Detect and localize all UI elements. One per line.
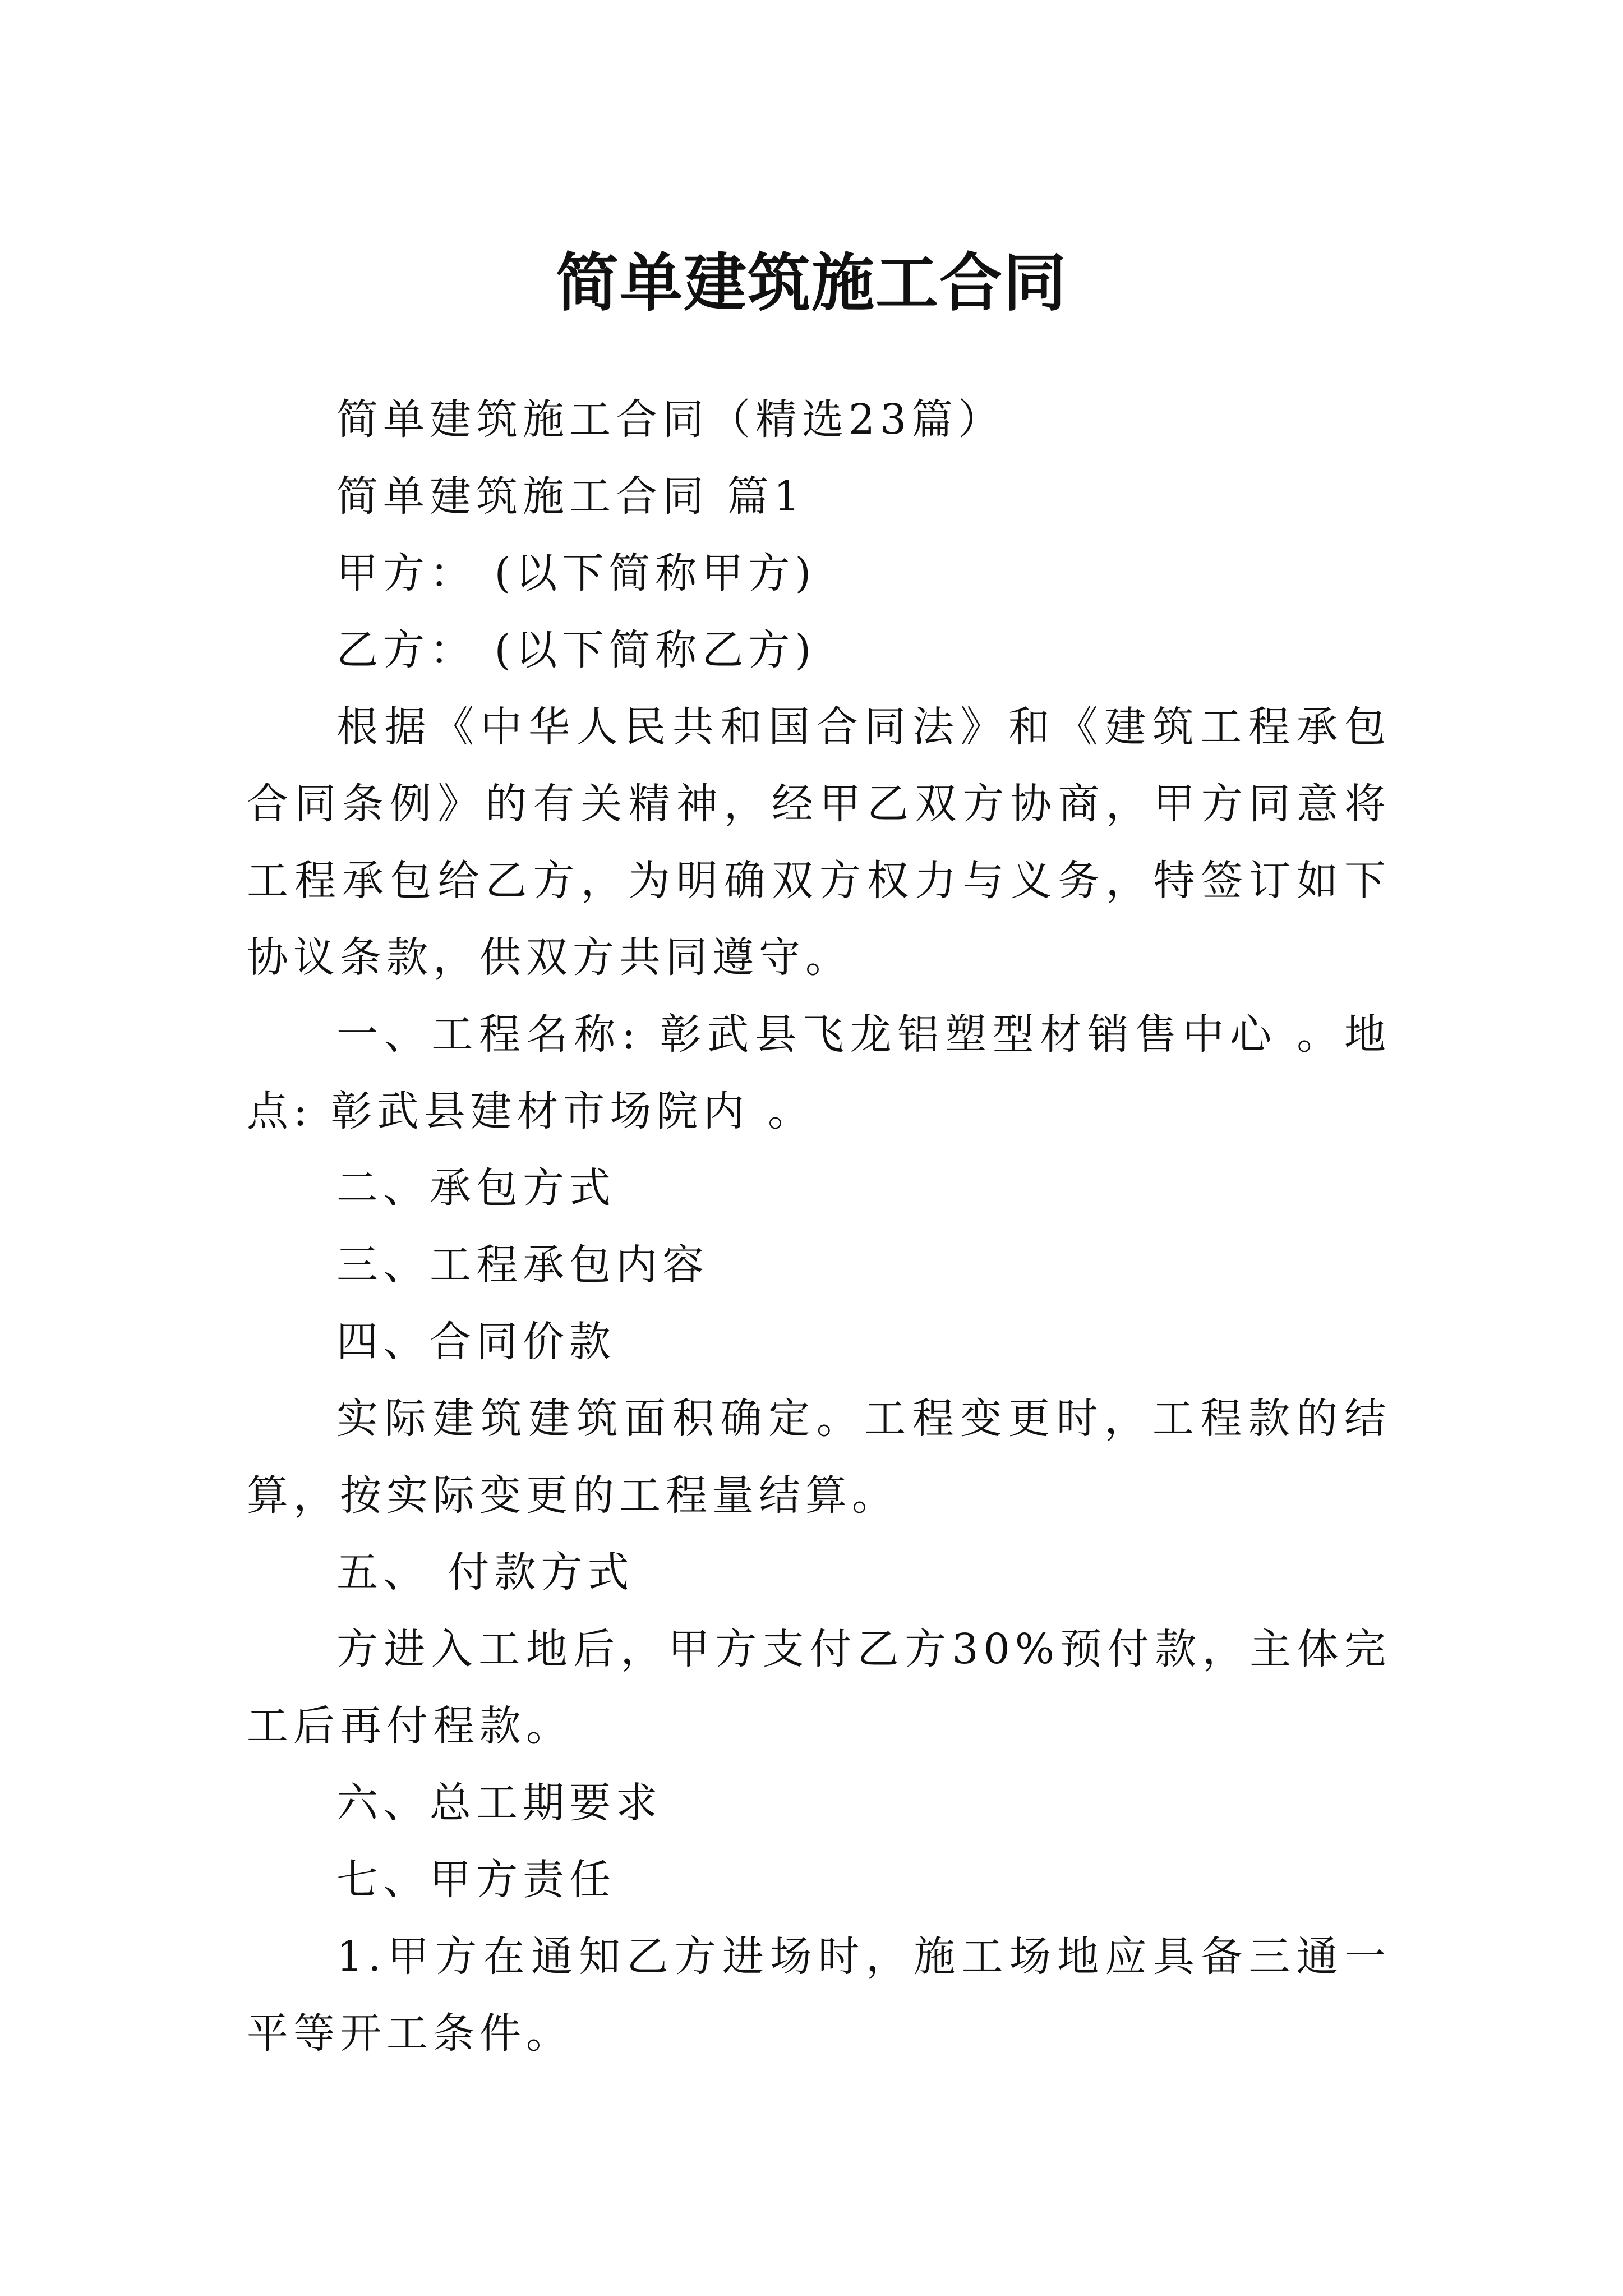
paragraph-party-a-duties: 七、甲方责任 — [336, 1856, 616, 1904]
paragraph-subtitle: 简单建筑施工合同（精选23篇） — [336, 395, 1005, 444]
paragraph-contract-price: 四、合同价款 — [336, 1318, 616, 1366]
paragraph-duty-1: 1.甲方在通知乙方进场时，施工场地应具备三通一平等开工条件。 — [247, 1932, 1391, 2058]
document-body — [247, 381, 1391, 2072]
paragraph-schedule: 六、总工期要求 — [336, 1779, 662, 1827]
paragraph-payment-detail: 方进入工地后，甲方支付乙方30%预付款，主体完工后再付程款。 — [247, 1625, 1391, 1750]
paragraph-price-detail: 实际建筑建筑面积确定。工程变更时，工程款的结算，按实际变更的工程量结算。 — [247, 1395, 1391, 1520]
paragraph-section-heading: 简单建筑施工合同 篇1 — [336, 472, 805, 521]
paragraph-payment-method: 五、 付款方式 — [336, 1548, 634, 1596]
paragraph-party-b: 乙方： (以下简称乙方) — [336, 626, 817, 674]
paragraph-scope: 三、工程承包内容 — [336, 1241, 709, 1289]
paragraph-project-name: 一、工程名称: 彰武县飞龙铝塑型材销售中心 。地 点: 彰武县建材市场院内 。 — [247, 1010, 1391, 1135]
document-title: 简单建筑施工合同 — [556, 246, 1067, 320]
paragraph-party-a: 甲方： (以下简称甲方) — [336, 549, 817, 597]
paragraph-preamble: 根据《中华人民共和国合同法》和《建筑工程承包合同条例》的有关精神，经甲乙双方协商，甲方同意将工程承包给乙方，为明确双方权力与义务，特签订如下协议条款，供双方共同遵守。 — [247, 703, 1391, 982]
paragraph-contract-mode: 二、承包方式 — [336, 1164, 616, 1212]
